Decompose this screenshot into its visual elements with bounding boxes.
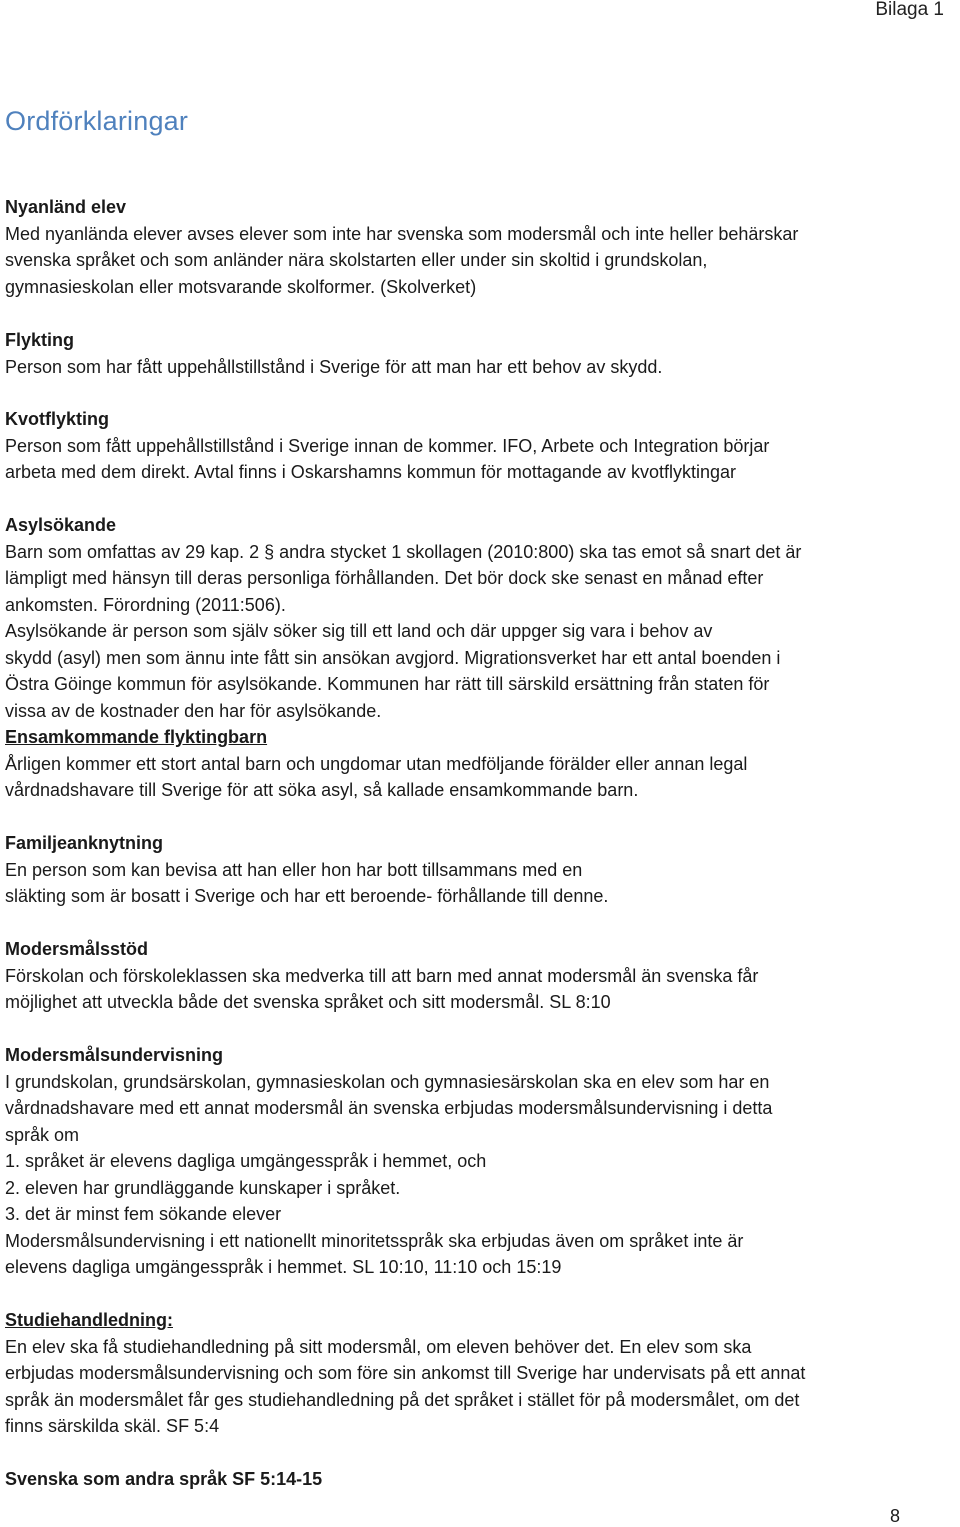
body-text-line: Asylsökande är person som själv söker sig till ett land och där uppger sig vara i behov av	[5, 621, 713, 641]
body-text-line: vissa av de kostnader den har för asylsökande.	[5, 701, 382, 721]
glossary-term: Modersmålsstöd	[5, 939, 149, 959]
body-text-line: erbjudas modersmålsundervisning och som före sin ankomst till Sverige har undervisats på ett annat	[5, 1363, 806, 1383]
body-text-line: 3. det är minst fem sökande elever	[5, 1204, 282, 1224]
glossary-term: Svenska som andra språk SF 5:14-15	[5, 1469, 323, 1489]
page-header-label: Bilaga 1	[875, 0, 944, 20]
body-text-line: Modersmålsundervisning i ett nationellt minoritetsspråk ska erbjudas även om språket inte är	[5, 1231, 744, 1251]
glossary-term: Studiehandledning:	[5, 1310, 173, 1330]
glossary-term: Kvotflykting	[5, 409, 110, 429]
glossary-term: Nyanländ elev	[5, 197, 127, 217]
glossary-term: Familjeanknytning	[5, 833, 164, 853]
body-text-line: vårdnadshavare till Sverige för att söka asyl, så kallade ensamkommande barn.	[5, 780, 639, 800]
body-text-line: Barn som omfattas av 29 kap. 2 § andra stycket 1 skollagen (2010:800) ska tas emot så snart det är	[5, 542, 802, 562]
body-text-line: arbeta med dem direkt. Avtal finns i Oskarshamns kommun för mottagande av kvotflyktingar	[5, 462, 736, 482]
body-text-line: släkting som är bosatt i Sverige och har ett beroende- förhållande till denne.	[5, 886, 609, 906]
body-text-line: Med nyanlända elever avses elever som inte har svenska som modersmål och inte heller behärskar	[5, 224, 799, 244]
body-text-line: gymnasieskolan eller motsvarande skolformer. (Skolverket)	[5, 277, 477, 297]
page-number: 8	[889, 1506, 900, 1526]
page-title: Ordförklaringar	[5, 106, 189, 136]
body-text-line: 1. språket är elevens dagliga umgängesspråk i hemmet, och	[5, 1151, 487, 1171]
body-text-line: elevens dagliga umgängesspråk i hemmet. SL 10:10, 11:10 och 15:19	[5, 1257, 562, 1277]
body-text-line: möjlighet att utveckla både det svenska språket och sitt modersmål. SL 8:10	[5, 992, 611, 1012]
body-text-line: Person som har fått uppehållstillstånd i Sverige för att man har ett behov av skydd.	[5, 357, 663, 377]
body-text-line: I grundskolan, grundsärskolan, gymnasieskolan och gymnasiesärskolan ska en elev som har en	[5, 1072, 770, 1092]
body-text-line: Person som fått uppehållstillstånd i Sverige innan de kommer. IFO, Arbete och Integration börjar	[5, 436, 770, 456]
glossary-term: Ensamkommande flyktingbarn	[5, 727, 268, 747]
body-text-line: finns särskilda skäl. SF 5:4	[5, 1416, 220, 1436]
glossary-term: Asylsökande	[5, 515, 117, 535]
body-text-line: En person som kan bevisa att han eller hon har bott tillsammans med en	[5, 860, 583, 880]
body-text-line: språk än modersmålet får ges studiehandledning på det språket i stället för på modersmålet, om det	[5, 1390, 800, 1410]
body-text-line: ankomsten. Förordning (2011:506).	[5, 595, 286, 615]
body-text-line: En elev ska få studiehandledning på sitt modersmål, om eleven behöver det. En elev som ska	[5, 1337, 752, 1357]
body-text-line: lämpligt med hänsyn till deras personliga förhållanden. Det bör dock ske senast en månad efter	[5, 568, 764, 588]
body-text-line: skydd (asyl) men som ännu inte fått sin ansökan avgjord. Migrationsverket har ett antal boenden i	[5, 648, 781, 668]
body-text-line: 2. eleven har grundläggande kunskaper i språket.	[5, 1178, 401, 1198]
glossary-term: Flykting	[5, 330, 75, 350]
body-text-line: Årligen kommer ett stort antal barn och ungdomar utan medföljande förälder eller annan legal	[5, 754, 748, 774]
body-text-line: Förskolan och förskoleklassen ska medverka till att barn med annat modersmål än svenska får	[5, 966, 759, 986]
glossary-term: Modersmålsundervisning	[5, 1045, 224, 1065]
body-text-line: språk om	[5, 1125, 80, 1145]
body-text-line: vårdnadshavare med ett annat modersmål än svenska erbjudas modersmålsundervisning i detta	[5, 1098, 773, 1118]
body-text-line: svenska språket och som anländer nära skolstarten eller under sin skoltid i grundskolan,	[5, 250, 708, 270]
body-text-line: Östra Göinge kommun för asylsökande. Kommunen har rätt till särskild ersättning från staten för	[5, 674, 770, 694]
